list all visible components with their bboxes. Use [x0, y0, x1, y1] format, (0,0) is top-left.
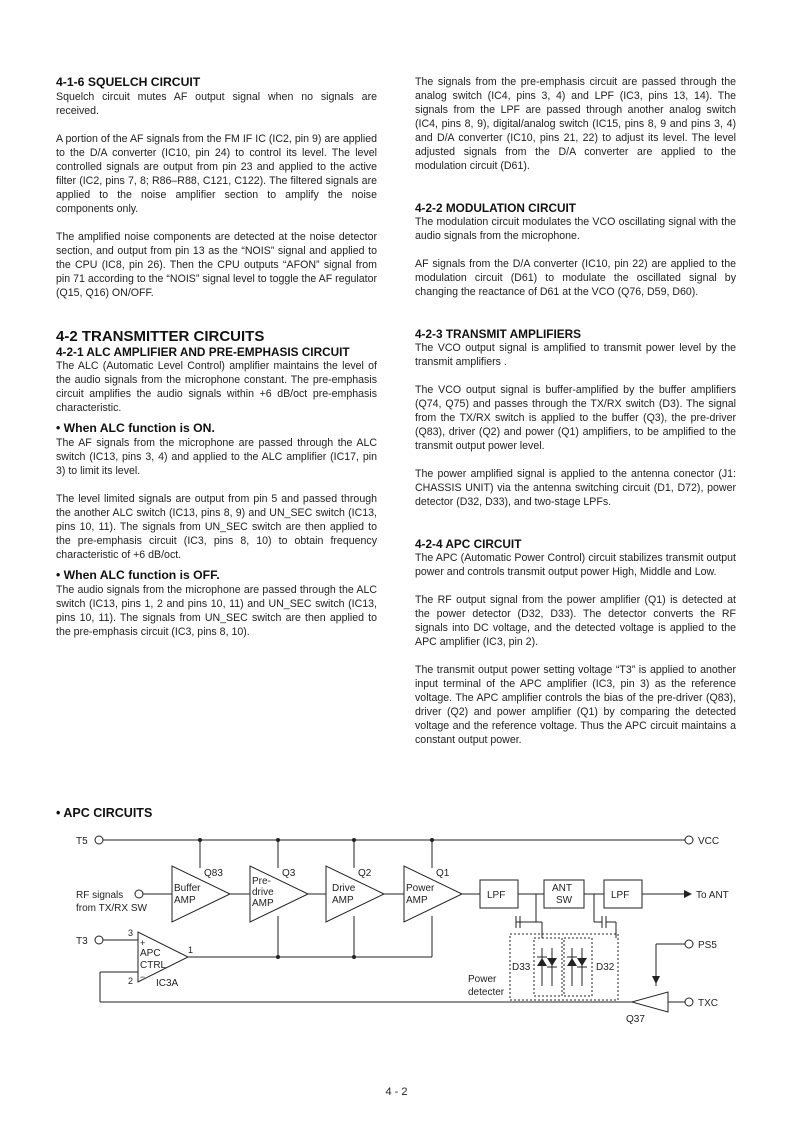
power-amp-label-2: AMP [406, 895, 428, 906]
d33-diode [537, 958, 547, 966]
minus-label: − [140, 972, 146, 982]
apc-paragraph-1: The APC (Automatic Power Control) circuit stabilizes transmit output power and controls transmit output power High, Middle and Low. [415, 552, 736, 578]
alc-on-paragraph-2: The level limited signals are output from pin 5 and passed through the another ALC switch (IC13, pins 8, 9) and UN_SEC switch (IC13, pins 10, 11). The signals from UN_SEC switch are then applied to the pre-emphasis circuit (IC3, pins 8, 10) to obtain frequency characteristic of +6 dB/oct. [56, 493, 377, 561]
apc-ctrl-label-1: APC [140, 948, 161, 959]
alc-off-paragraph-1: The audio signals from the microphone are passed through the ALC switch (IC13, pins 1, 2 and pins 10, 11) and UN_SEC switch (IC13, pins 10, 11). The signals from UN_SEC switch are then applied to the pre-emphasis circuit (IC3, pins 8, 10). [56, 584, 377, 638]
q37-label: Q37 [626, 1014, 645, 1025]
t3-label: T3 [76, 936, 88, 947]
apc-heading: 4-2-4 APC CIRCUIT [415, 537, 522, 551]
pre-emphasis-continued-paragraph: The signals from the pre-emphasis circuit are passed through the analog switch (IC4, pins 3, 4) and LPF (IC3, pins 13, 14). The signals from the LPF are passed through another analog switch (IC4, pins 8, 9), digital/analog switch (IC15, pins 8, 9 and pins 3, 4) and D/A converter (IC10, pins 21, 22) to adjust its level. The level adjusted signals from the D/A converter are applied to the modulation circuit (D61). [415, 76, 736, 172]
pin-2-label: 2 [128, 976, 134, 986]
squelch-heading: 4-1-6 SQUELCH CIRCUIT [56, 75, 201, 89]
to-ant-label: To ANT [696, 890, 729, 901]
pin-1-label: 1 [188, 945, 194, 955]
vcc-label: VCC [698, 836, 720, 847]
buffer-amp-label-1: Buffer [174, 883, 201, 894]
txc-terminal [685, 998, 693, 1006]
drive-amp-label-1: Drive [332, 883, 356, 894]
ps5-label: PS5 [698, 940, 717, 951]
drive-amp-label-2: AMP [332, 895, 354, 906]
q37-transistor [632, 992, 668, 1012]
vcc-terminal [685, 836, 693, 844]
squelch-paragraph-3: The amplified noise components are detected at the noise detector section, and output from pin 13 as the “NOIS” signal and applied to the CPU (IC8, pin 26). Then the CPU outputs “AFON” signal from pin 71 according to the “NOIS” signal level to toggle the AF regulator (Q15, Q16) ON/OFF. [56, 231, 377, 299]
drive-amp-symbol [326, 866, 384, 922]
lpf-2-label: LPF [611, 890, 630, 901]
modulation-heading: 4-2-2 MODULATION CIRCUIT [415, 201, 577, 215]
power-detecter-label-1: Power [468, 974, 497, 985]
squelch-paragraph-2: A portion of the AF signals from the FM IF IC (IC2, pin 9) are applied to the D/A converter (IC10, pin 24) to control its level. The level controlled signals are output from pin 23 and applied to the active filter (IC2, pins 7, 8; R86–R88, C121, C122). The filtered signals are applied to the noise amplifier section to amplify the noise components only. [56, 133, 377, 215]
alc-on-heading: • When ALC function is ON. [56, 421, 215, 435]
transmit-amplifiers-paragraph-3: The power amplified signal is applied to the antenna conector (J1: CHASSIS UNIT) via the antenna switching circuit (D1, D72), power detector (D32, D33), and two-stage LPFs. [415, 468, 736, 508]
d32-diode [567, 958, 577, 966]
apc-circuit-diagram [60, 826, 740, 1026]
alc-heading: 4-2-1 ALC AMPLIFIER AND PRE-EMPHASIS CIRCUIT [56, 345, 350, 359]
txc-label: TXC [698, 998, 718, 1009]
q1-label: Q1 [436, 868, 450, 879]
ps5-terminal [685, 940, 693, 948]
plus-label: + [140, 938, 146, 948]
transmit-amplifiers-heading: 4-2-3 TRANSMIT AMPLIFIERS [415, 327, 582, 341]
right-column [415, 75, 736, 747]
pre-drive-amp-label-3: AMP [252, 898, 274, 909]
t3-terminal [95, 936, 103, 944]
left-column [56, 75, 377, 639]
pre-drive-amp-label-1: Pre- [252, 876, 271, 887]
transmit-amplifiers-paragraph-2: The VCO output signal is buffer-amplified by the buffer amplifiers (Q74, Q75) and passes through the TX/RX switch (D3). The signal from the TX/RX switch is applied to the buffer (Q3), the pre-driver (Q83), driver (Q2) and power (Q1) amplifiers, to be amplified to the transmit output power level. [415, 384, 736, 452]
buffer-amp-label-2: AMP [174, 895, 196, 906]
d32-label: D32 [596, 962, 615, 973]
q83-label: Q83 [204, 868, 223, 879]
ant-sw-label-1: ANT [552, 883, 572, 894]
alc-paragraph-1: The ALC (Automatic Level Control) amplifier maintains the level of the audio signals from the microphone constant. The pre-emphasis circuit amplifies the audio signals within +6 dB/oct pre-emphasis characteristic. [56, 360, 377, 414]
lpf-1-label: LPF [487, 890, 506, 901]
pre-drive-amp-label-2: drive [252, 887, 274, 898]
apc-diagram-title: • APC CIRCUITS [56, 806, 153, 820]
apc-paragraph-3: The transmit output power setting voltage “T3” is applied to another input terminal of the APC amplifier (IC3, pin 3) as the reference voltage. The APC amplifier controls the bias of the pre-driver (Q83), driver (Q2) and power amplifier (Q1) by comparing the detected voltage and the reference voltage. Thus the APC circuit maintains a constant output power. [415, 664, 736, 746]
d33-label: D33 [512, 962, 531, 973]
ant-sw-label-2: SW [556, 895, 573, 906]
modulation-paragraph-2: AF signals from the D/A converter (IC10, pin 22) are applied to the modulation circuit (D61) to modulate the oscillated signal by changing the reactance of D61 at the VCO (Q76, D59, D60). [415, 258, 736, 298]
rf-input-terminal [135, 890, 143, 898]
t5-terminal [95, 836, 103, 844]
rf-signals-label-2: from TX/RX SW [76, 903, 147, 914]
power-amp-label-1: Power [406, 883, 435, 894]
alc-on-paragraph-1: The AF signals from the microphone are passed through the ALC switch (IC13, pins 3, 4) and applied to the ALC amplifier (IC17, pin 3) to limit its level. [56, 437, 377, 477]
pin-3-label: 3 [128, 928, 134, 938]
q2-label: Q2 [358, 868, 372, 879]
squelch-paragraph-1: Squelch circuit mutes AF output signal when no signals are received. [56, 91, 377, 117]
modulation-paragraph-1: The modulation circuit modulates the VCO oscillating signal with the audio signals from the microphone. [415, 216, 736, 242]
rf-signals-label-1: RF signals [76, 890, 124, 901]
power-detecter-label-2: detecter [468, 987, 505, 998]
page-number: 4 - 2 [385, 1086, 408, 1098]
apc-paragraph-2: The RF output signal from the power amplifier (Q1) is detected at the power detector (D32, D33). The detector converts the RF signals into DC voltage, and the detected voltage is applied to the APC amplifier (IC3, pin 2). [415, 594, 736, 648]
ic3a-label: IC3A [156, 978, 179, 989]
apc-ctrl-label-2: CTRL [140, 960, 167, 971]
transmit-amplifiers-paragraph-1: The VCO output signal is amplified to transmit power level by the transmit amplifiers . [415, 342, 736, 368]
q3-label: Q3 [282, 868, 296, 879]
t5-label: T5 [76, 836, 88, 847]
power-amp-symbol [404, 866, 462, 922]
alc-off-heading: • When ALC function is OFF. [56, 568, 220, 582]
transmitter-heading: 4-2 TRANSMITTER CIRCUITS [56, 328, 265, 345]
